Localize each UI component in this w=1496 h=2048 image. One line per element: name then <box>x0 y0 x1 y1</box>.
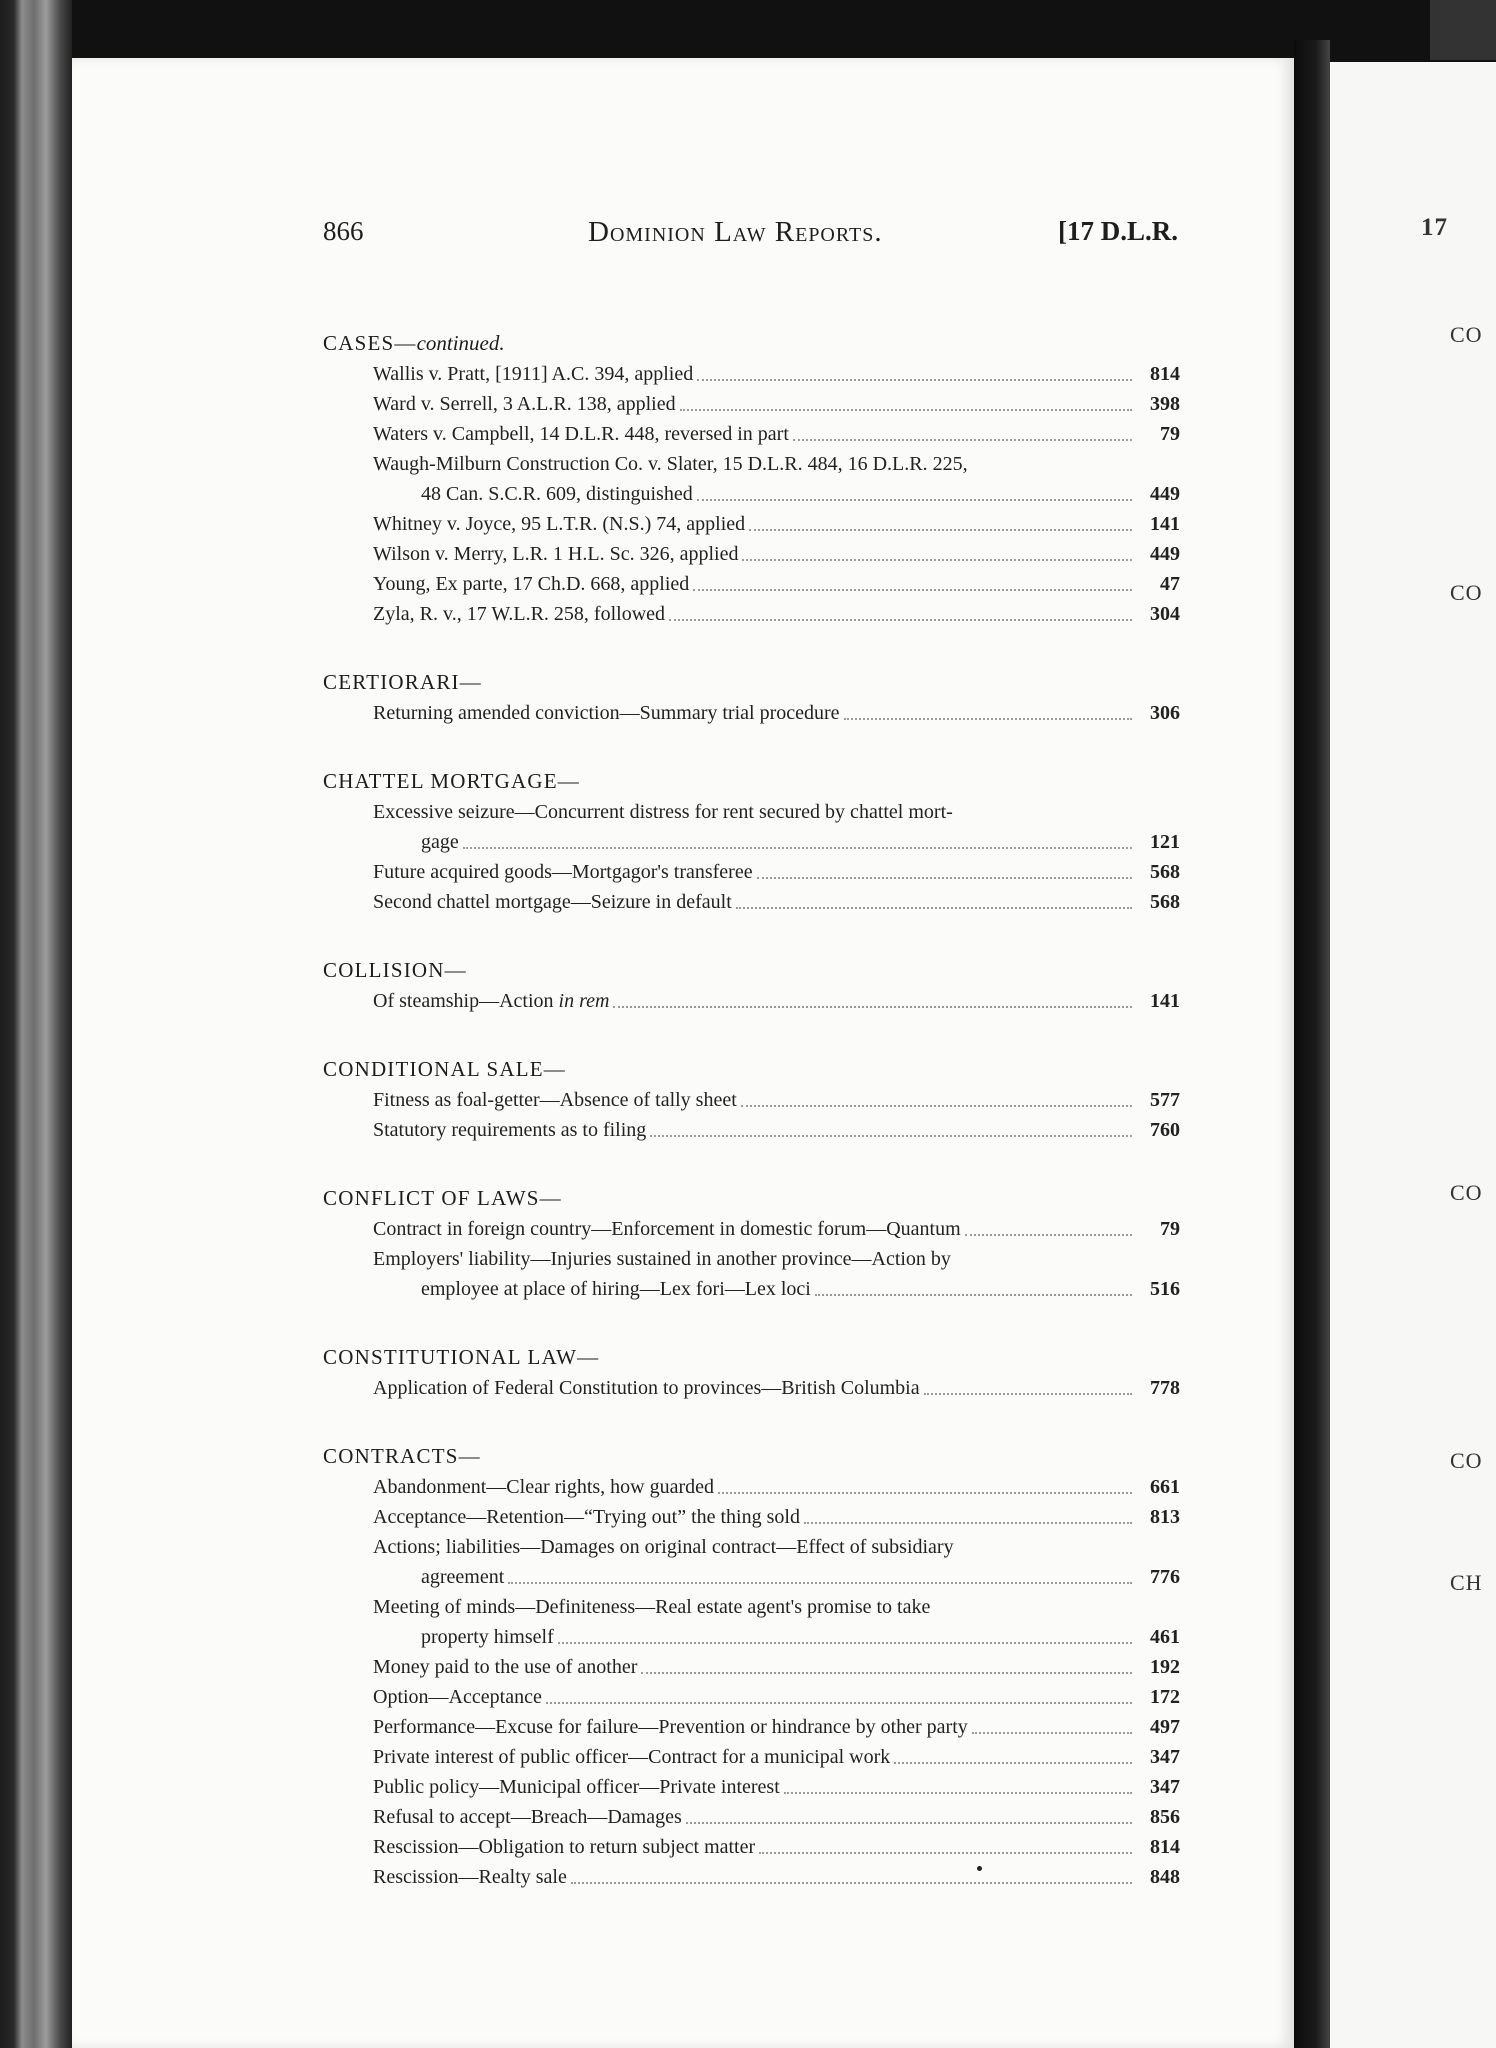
volume-reference: [17 D.L.R. <box>1058 216 1178 246</box>
index-content <box>323 328 1180 1930</box>
index-entry <box>323 797 1180 857</box>
book-gutter <box>1294 40 1330 2048</box>
index-entry <box>323 419 1180 449</box>
index-section <box>323 1441 1180 1892</box>
page-number: 866 <box>323 216 364 246</box>
entry-text: Money paid to the use of another <box>373 1656 638 1678</box>
section-heading <box>323 1342 1180 1373</box>
section-heading-text: COLLISION— <box>323 958 467 982</box>
entry-page-number: 141 <box>1150 513 1180 535</box>
dot-leader <box>742 558 1132 561</box>
right-page-heading-fragment: CH <box>1450 1570 1483 1595</box>
entry-page-number: 568 <box>1150 891 1180 913</box>
entry-page-number: 141 <box>1150 990 1180 1012</box>
index-entry <box>323 1244 1180 1304</box>
entry-page-number: 304 <box>1150 603 1180 625</box>
dot-leader <box>924 1392 1132 1395</box>
entry-text: Acceptance—Retention—“Trying out” the thing sold <box>373 1506 800 1528</box>
index-section <box>323 328 1180 629</box>
entry-page-number: 347 <box>1150 1776 1180 1798</box>
entry-page-number: 814 <box>1150 1836 1180 1858</box>
entry-page-number: 516 <box>1150 1278 1180 1300</box>
dot-leader <box>693 588 1132 591</box>
section-heading <box>323 766 1180 797</box>
index-entry <box>323 986 1180 1016</box>
entry-text: Application of Federal Constitution to provinces—British Columbia <box>373 1377 920 1399</box>
section-heading <box>323 955 1180 986</box>
entry-continuation <box>373 827 1180 857</box>
entry-page-number: 568 <box>1150 861 1180 883</box>
dot-leader <box>844 717 1132 720</box>
entry-text: Second chattel mortgage—Seizure in default <box>373 891 732 913</box>
entry-text: Statutory requirements as to filing <box>373 1119 647 1141</box>
entry-text: Fitness as foal-getter—Absence of tally sheet <box>373 1089 737 1111</box>
entry-page-number: 856 <box>1150 1806 1180 1828</box>
entry-text: Young, Ex parte, 17 Ch.D. 668, applied <box>373 573 690 595</box>
dot-leader <box>680 408 1132 411</box>
entry-page-number: 814 <box>1150 363 1180 385</box>
index-entry <box>323 1682 1180 1712</box>
entry-text: Private interest of public officer—Contract for a municipal work <box>373 1746 891 1768</box>
entry-text: Ward v. Serrell, 3 A.L.R. 138, applied <box>373 393 676 415</box>
entry-text: Wallis v. Pratt, [1911] A.C. 394, applied <box>373 363 694 385</box>
entry-continuation <box>373 1562 1180 1592</box>
index-entry <box>323 539 1180 569</box>
index-entry <box>323 887 1180 917</box>
index-entry <box>323 599 1180 629</box>
index-entry <box>323 389 1180 419</box>
dot-leader <box>571 1881 1132 1884</box>
index-entry <box>323 1832 1180 1862</box>
dot-leader <box>463 846 1132 849</box>
entry-text: Wilson v. Merry, L.R. 1 H.L. Sc. 326, applied <box>373 543 739 565</box>
dot-leader <box>784 1791 1132 1794</box>
entry-continuation <box>373 1622 1180 1652</box>
entry-text: property himself <box>421 1626 554 1648</box>
entry-page-number: 461 <box>1150 1626 1180 1648</box>
index-entry <box>323 857 1180 887</box>
dot-leader <box>686 1821 1132 1824</box>
entry-page-number: 813 <box>1150 1506 1180 1528</box>
index-entry <box>323 1214 1180 1244</box>
entry-text: Contract in foreign country—Enforcement in domestic forum—Quantum <box>373 1218 961 1240</box>
entry-continuation <box>373 1274 1180 1304</box>
scan-speck <box>977 1866 982 1871</box>
entry-text: Excessive seizure—Concurrent distress for rent secured by chattel mort- <box>373 801 953 823</box>
running-title: Dominion Law Reports. <box>588 216 883 248</box>
dot-leader <box>894 1761 1132 1764</box>
entry-text: Rescission—Realty sale <box>373 1866 567 1888</box>
entry-page-number: 776 <box>1150 1566 1180 1588</box>
entry-page-number: 192 <box>1150 1656 1180 1678</box>
running-header <box>323 216 1178 256</box>
entry-text: Performance—Excuse for failure—Prevention or hindrance by other party <box>373 1716 968 1738</box>
dot-leader <box>613 1005 1132 1008</box>
index-entry <box>323 509 1180 539</box>
entry-text: agreement <box>421 1566 505 1588</box>
entry-page-number: 79 <box>1160 423 1180 445</box>
entry-text: employee at place of hiring—Lex fori—Lex loci <box>421 1278 811 1300</box>
section-heading-text: CONDITIONAL SALE— <box>323 1057 567 1081</box>
entry-page-number: 79 <box>1160 1218 1180 1240</box>
index-section <box>323 1183 1180 1304</box>
right-page <box>1330 62 1496 2048</box>
index-entry <box>323 359 1180 389</box>
entry-text: Meeting of minds—Definiteness—Real estate agent's promise to take <box>373 1596 931 1618</box>
index-section <box>323 1054 1180 1145</box>
entry-page-number: 778 <box>1150 1377 1180 1399</box>
dot-leader <box>558 1641 1132 1644</box>
dot-leader <box>697 378 1132 381</box>
scan-border-top-right <box>1430 0 1496 60</box>
index-entry <box>323 1592 1180 1652</box>
entry-page-number: 398 <box>1150 393 1180 415</box>
section-heading-text: CHATTEL MORTGAGE— <box>323 769 580 793</box>
index-entry <box>323 1802 1180 1832</box>
section-heading <box>323 667 1180 698</box>
entry-page-number: 47 <box>1160 573 1180 595</box>
section-heading-text: CONSTITUTIONAL LAW— <box>323 1345 600 1369</box>
index-section <box>323 667 1180 728</box>
section-heading <box>323 1054 1180 1085</box>
section-heading <box>323 1441 1180 1472</box>
dot-leader <box>757 876 1132 879</box>
entry-text: Actions; liabilities—Damages on original contract—Effect of subsidiary <box>373 1536 954 1558</box>
dot-leader <box>650 1134 1132 1137</box>
dot-leader <box>736 906 1132 909</box>
dot-leader <box>697 498 1132 501</box>
dot-leader <box>718 1491 1132 1494</box>
entry-page-number: 449 <box>1150 543 1180 565</box>
entry-text: Refusal to accept—Breach—Damages <box>373 1806 682 1828</box>
entry-text: Option—Acceptance <box>373 1686 542 1708</box>
dot-leader <box>965 1233 1132 1236</box>
entry-text: Public policy—Municipal officer—Private interest <box>373 1776 780 1798</box>
index-entry <box>323 1742 1180 1772</box>
dot-leader <box>759 1851 1132 1854</box>
index-section <box>323 766 1180 917</box>
dot-leader <box>793 438 1132 441</box>
entry-text: Returning amended conviction—Summary trial procedure <box>373 702 840 724</box>
dot-leader <box>641 1671 1132 1674</box>
section-heading-text: CONFLICT OF LAWS— <box>323 1186 562 1210</box>
entry-text: Waugh-Milburn Construction Co. v. Slater, 15 D.L.R. 484, 16 D.L.R. 225, <box>373 453 968 475</box>
entry-page-number: 497 <box>1150 1716 1180 1738</box>
section-heading-suffix: continued. <box>416 331 505 355</box>
entry-text: 48 Can. S.C.R. 609, distinguished <box>421 483 693 505</box>
dot-leader <box>972 1731 1132 1734</box>
entry-page-number: 577 <box>1150 1089 1180 1111</box>
entry-text: Zyla, R. v., 17 W.L.R. 258, followed <box>373 603 666 625</box>
index-entry <box>323 1652 1180 1682</box>
dot-leader <box>815 1293 1132 1296</box>
section-heading-text: CASES— <box>323 331 417 355</box>
entry-page-number: 449 <box>1150 483 1180 505</box>
section-heading-text: CONTRACTS— <box>323 1444 481 1468</box>
index-entry <box>323 1115 1180 1145</box>
index-entry <box>323 1712 1180 1742</box>
dot-leader <box>669 618 1132 621</box>
right-page-heading-fragment: CO <box>1450 580 1483 605</box>
scan-border-top <box>0 0 1496 62</box>
entry-text: Waters v. Campbell, 14 D.L.R. 448, reversed in part <box>373 423 789 445</box>
dot-leader <box>749 528 1132 531</box>
index-entry <box>323 1772 1180 1802</box>
index-entry <box>323 569 1180 599</box>
index-entry <box>323 698 1180 728</box>
entry-text: Rescission—Obligation to return subject matter <box>373 1836 756 1858</box>
dot-leader <box>508 1581 1132 1584</box>
section-heading <box>323 1183 1180 1214</box>
entry-continuation <box>373 479 1180 509</box>
entry-page-number: 760 <box>1150 1119 1180 1141</box>
entry-page-number: 661 <box>1150 1476 1180 1498</box>
index-section <box>323 955 1180 1016</box>
dot-leader <box>741 1104 1132 1107</box>
section-heading <box>323 328 1180 359</box>
index-entry <box>323 1472 1180 1502</box>
entry-text: Future acquired goods—Mortgagor's transferee <box>373 861 753 883</box>
index-entry <box>323 1373 1180 1403</box>
book-edge-left <box>0 0 72 2048</box>
entry-text: Whitney v. Joyce, 95 L.T.R. (N.S.) 74, applied <box>373 513 746 535</box>
entry-page-number: 172 <box>1150 1686 1180 1708</box>
dot-leader <box>804 1521 1132 1524</box>
entry-page-number: 848 <box>1150 1866 1180 1888</box>
index-section <box>323 1342 1180 1403</box>
entry-page-number: 347 <box>1150 1746 1180 1768</box>
index-entry <box>323 449 1180 509</box>
entry-text: Abandonment—Clear rights, how guarded <box>373 1476 715 1498</box>
dot-leader <box>546 1701 1132 1704</box>
entry-text: Of steamship—Action in rem <box>373 990 610 1012</box>
section-heading-text: CERTIORARI— <box>323 670 482 694</box>
entry-page-number: 306 <box>1150 702 1180 724</box>
index-entry <box>323 1532 1180 1592</box>
entry-text: gage <box>421 831 459 853</box>
right-page-heading-fragment: CO <box>1450 1180 1483 1205</box>
right-page-header-fragment: 17 <box>1421 214 1448 241</box>
index-entry <box>323 1502 1180 1532</box>
entry-text: Employers' liability—Injuries sustained in another province—Action by <box>373 1248 951 1270</box>
entry-page-number: 121 <box>1150 831 1180 853</box>
right-page-heading-fragment: CO <box>1450 1448 1483 1473</box>
right-page-heading-fragment: CO <box>1450 322 1483 347</box>
index-entry <box>323 1085 1180 1115</box>
index-entry <box>323 1862 1180 1892</box>
